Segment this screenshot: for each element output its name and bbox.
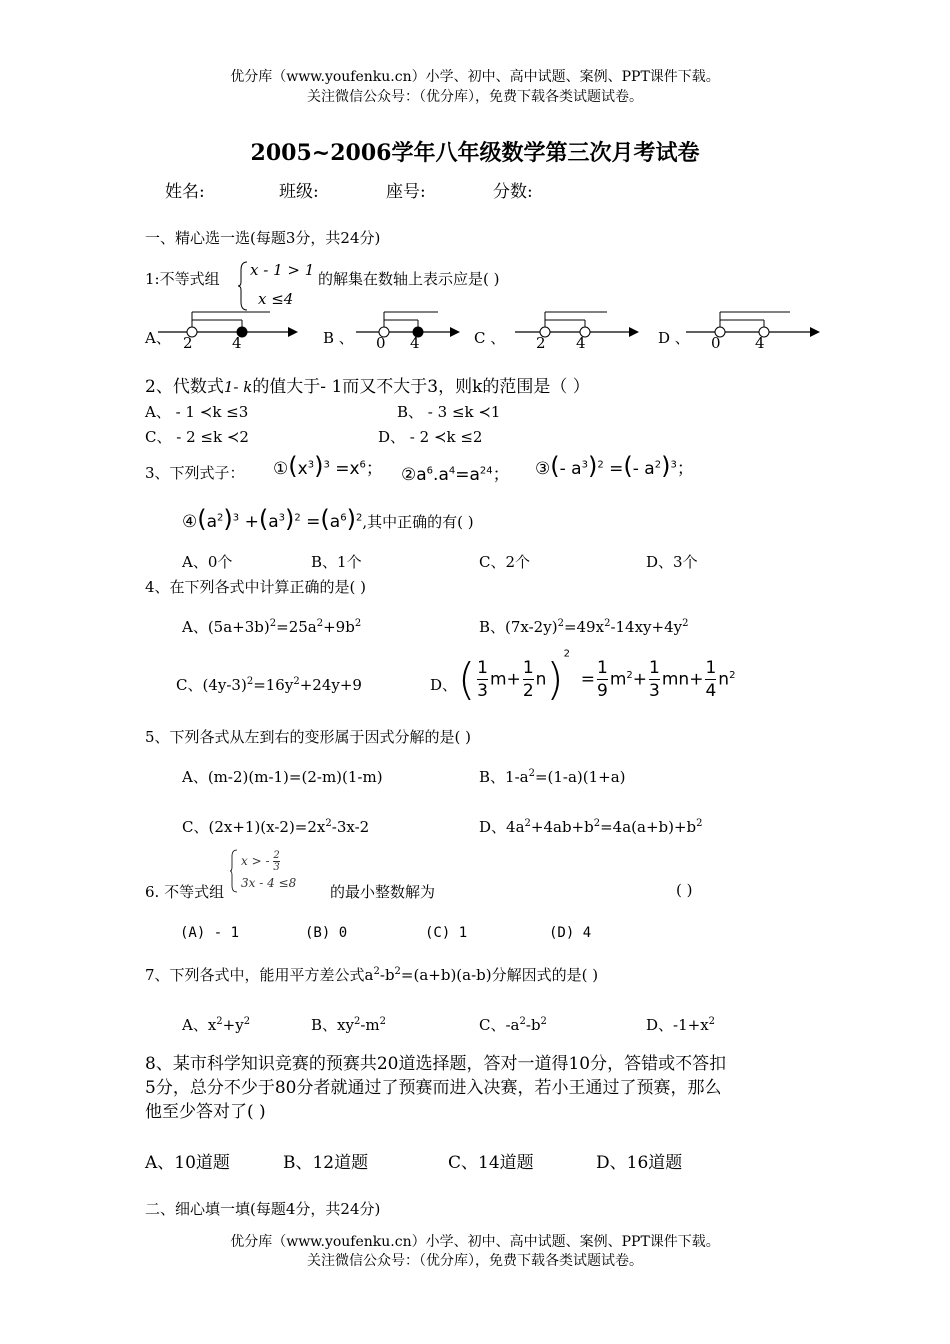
q8-option-c: C、14道题 (448, 1153, 534, 1173)
q6-ineq-2: 3x - 4 ≤8 (241, 876, 297, 890)
q8-option-d: D、16道题 (596, 1153, 683, 1173)
q1-number-line-d (686, 306, 820, 352)
q3-expr-4: $④(a^2)^3 +(a^3)^2 =(a^6)^2$,其中正确的有( ) (182, 505, 474, 533)
q3-expr-2: $②a^6.a^4=a^{24}$； (401, 465, 510, 485)
q2-option-c: C、 - 2 ≤k ≺2 (145, 428, 249, 446)
q5-option-b: B、$1-a^2=(1-a)(1+a)$ (479, 768, 626, 786)
q8-option-b: B、12道题 (283, 1153, 369, 1173)
footer-line-1: 优分库（www.youfenku.cn）小学、初中、高中试题、案例、PPT课件下载。 (230, 1234, 720, 1250)
q1-d-right-tick: 4 (755, 334, 765, 352)
q8-line-1: 8、某市科学知识竞赛的预赛共20道选择题，答对一道得10分，答错或不答扣 (145, 1054, 727, 1074)
q6-option-c: (C) 1 (425, 925, 468, 941)
q2-option-b: B、 - 3 ≤k ≺1 (397, 403, 501, 421)
seat-label: 座号: (386, 182, 426, 202)
q3-option-b: B、1个 (311, 553, 362, 571)
q6-answer-paren: ( ) (676, 881, 693, 899)
q1-ineq-1: x - 1 > 1 (250, 261, 315, 279)
q3-option-d: D、3个 (646, 553, 698, 571)
q4-option-c: C、$(4y-3)^2=16y^2+24y+9$ (176, 676, 362, 694)
header-line-1: 优分库（www.youfenku.cn）小学、初中、高中试题、案例、PPT课件下载。 (230, 69, 720, 85)
q6-option-b: (B) 0 (305, 925, 348, 941)
q8-line-2: 5分，总分不少于80分者就通过了预赛而进入决赛，若小王通过了预赛，那么 (145, 1078, 722, 1098)
q2-option-a: A、 - 1 ≺k ≤3 (145, 403, 249, 421)
q7-option-b: B、$xy^2-m^2$ (311, 1016, 387, 1034)
q1-b-left-tick: 0 (376, 334, 386, 352)
q3-expr-3: ③(- $a^3)^2$ =(- $a^2)^3$； (535, 452, 694, 480)
q4-option-a: A、$(5a+3b)^2=25a^2+9b^2$ (182, 618, 362, 636)
q4-option-d-expr: ( $\frac{1}{3}$ m+ $\frac{1}{2}$ n)$^2$ = $\frac{1}{9}$ $m^2+$ $\frac{1}{3}$ mn+ $\frac{1}{4}$ $n^2$ (458, 648, 736, 705)
q6-option-a: (A) - 1 (180, 925, 240, 941)
q6-suffix: 的最小整数解为 (330, 883, 436, 901)
q4-stem: 4、在下列各式中计算正确的是( ) (145, 578, 367, 596)
q8-option-a: A、10道题 (145, 1153, 230, 1173)
q2-stem-a: 2、代数式 (145, 377, 224, 397)
section-1-heading: 一、精心选一选(每题3分，共24分) (145, 229, 381, 247)
q1-c-right-tick: 4 (576, 334, 586, 352)
q1-b-right-tick: 4 (410, 334, 420, 352)
q2-option-d: D、 - 2 ≺k ≤2 (378, 428, 483, 446)
q5-stem: 5、下列各式从左到右的变形属于因式分解的是( ) (145, 728, 472, 746)
q1-brace (237, 260, 249, 312)
q1-option-c-label: C 、 (474, 329, 506, 347)
q6-option-d: (D) 4 (549, 925, 592, 941)
q1-prefix: 1:不等式组 (145, 270, 220, 288)
q1-ineq-2: x ≤4 (258, 290, 294, 308)
page-title: 2005~2006学年八年级数学第三次月考试卷 (250, 140, 700, 166)
name-label: 姓名: (165, 182, 205, 202)
q1-number-line-a (158, 306, 298, 352)
q6-prefix: 6. 不等式组 (145, 883, 225, 901)
q1-a-right-tick: 4 (232, 334, 242, 352)
score-label: 分数: (493, 182, 533, 202)
q1-d-left-tick: 0 (711, 334, 721, 352)
q7-option-d: D、$-1+x^2$ (646, 1016, 716, 1034)
class-label: 班级: (279, 182, 319, 202)
q5-option-c: C、$(2x+1)(x-2)=2x^2-3x-2$ (182, 818, 370, 836)
q2-stem (145, 372, 590, 397)
q4-option-d-label: D、 (430, 676, 458, 694)
q7-stem: 7、下列各式中，能用平方差公式$a^2-b^2=(a+b)(a-b)$分解因式的是( ) (145, 966, 599, 984)
q7-option-c: C、$-a^2-b^2$ (479, 1016, 547, 1034)
footer-line-2: 关注微信公众号：（优分库），免费下载各类试题试卷。 (307, 1253, 643, 1269)
q4-option-b: B、$(7x-2y)^2=49x^2-14xy+4y^2$ (479, 618, 689, 636)
q2-expr: 1- k (223, 378, 253, 396)
q1-number-line-b (356, 306, 460, 352)
q5-option-d: D、$4a^2+4ab+b^2=4a(a+b)+b^2$ (479, 818, 703, 836)
q1-c-left-tick: 2 (536, 334, 546, 352)
q1-a-left-tick: 2 (183, 334, 193, 352)
q6-ineq-1: x > - $\frac{2}{3}$ (241, 850, 280, 873)
q1-option-b-label: B 、 (323, 329, 354, 347)
header-line-2: 关注微信公众号：（优分库），免费下载各类试题试卷。 (307, 89, 643, 105)
q3-expr-1: $①(x^3)^3 =x^6$； (273, 452, 383, 480)
q1-option-d-label: D 、 (658, 329, 690, 347)
q2-stem-b: 的值大于- 1而又不大于3，则k的范围是（ ） (252, 377, 590, 397)
q3-option-c: C、2个 (479, 553, 531, 571)
q8-line-3: 他至少答对了( ) (145, 1102, 266, 1122)
q1-suffix: 的解集在数轴上表示应是( ) (318, 270, 500, 288)
q6-brace (229, 848, 239, 894)
q3-stem: 3、下列式子： (145, 464, 245, 482)
q1-option-a-label: A、 (145, 329, 171, 347)
q3-option-a: A、0个 (182, 553, 233, 571)
q7-option-a: A、$x^2+y^2$ (182, 1016, 251, 1034)
section-2-heading: 二、细心填一填(每题4分，共24分) (145, 1200, 381, 1218)
q5-option-a: A、(m-2)(m-1)=(2-m)(1-m) (182, 768, 383, 786)
